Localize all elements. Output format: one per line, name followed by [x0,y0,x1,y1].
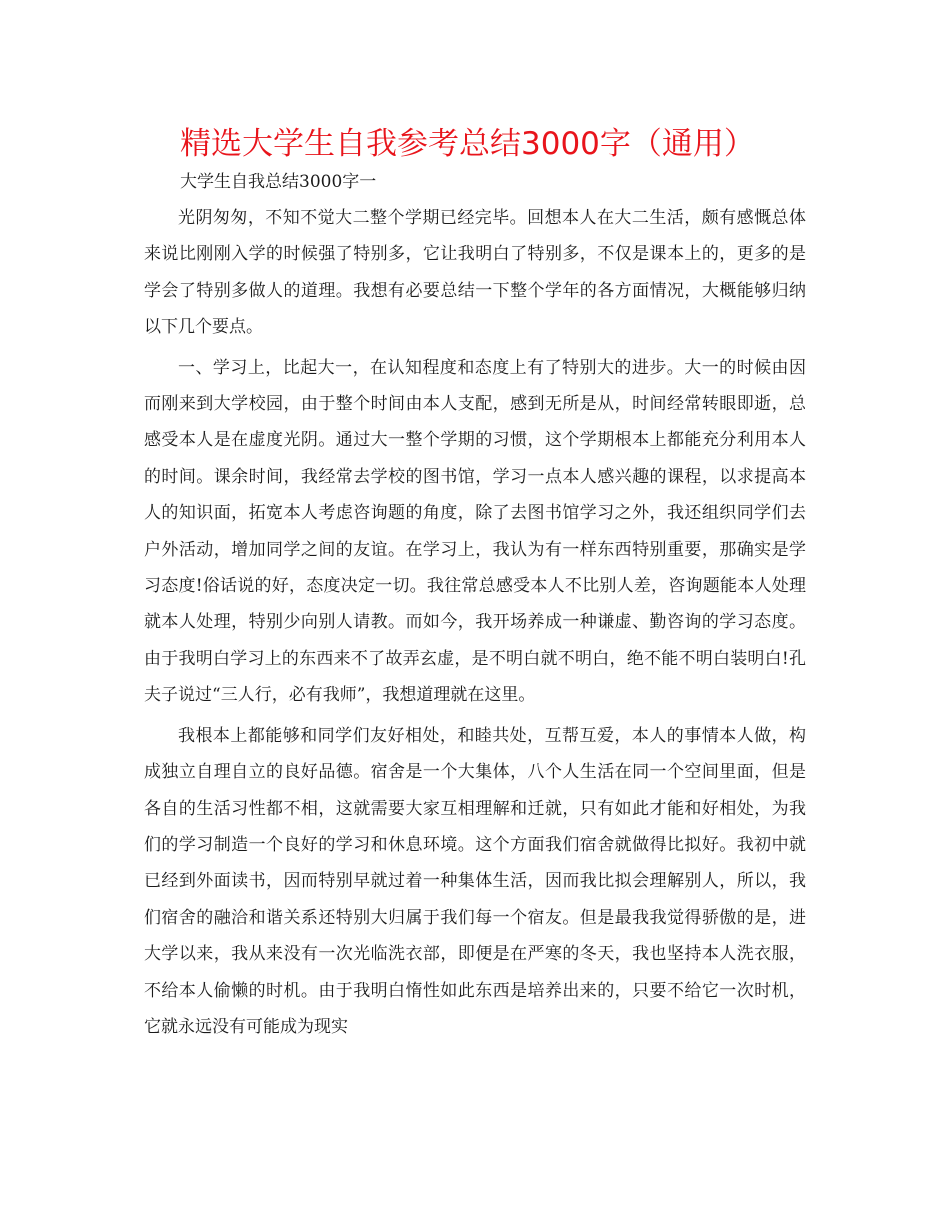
document-title: 精选大学生自我参考总结3000字（通用） [180,126,755,162]
body-paragraph: 我根本上都能够和同学们友好相处，和睦共处，互帮互爱，本人的事情本人做，构成独立自理自立的良好品德。宿舍是一个大集体，八个人生活在同一个空间里面，但是各自的生活习性都不相，这就需要大家互相理解和迁就，只有如此才能和好相处，为我们的学习制造一个良好的学习和休息环境。这个方面我们宿舍就做得比拟好。我初中就已经到外面读书，因而特别早就过着一种集体生活，因而我比拟会理解别人，所以，我们宿舍的融洽和谐关系还特别大归属于我们每一个宿友。但是最我我觉得骄傲的是，进大学以来，我从来没有一次光临洗衣部，即便是在严寒的冬天，我也坚持本人洗衣服，不给本人偷懒的时机。由于我明白惰性如此东西是培养出来的，只要不给它一次时机，它就永远没有可能成为现实 [144,725,806,1037]
body-paragraph: 一、学习上，比起大一，在认知程度和态度上有了特别大的进步。大一的时候由因而刚来到大学校园，由于整个时间由本人支配，感到无所是从，时间经常转眼即逝，总感受本人是在虚度光阴。通过大一整个学期的习惯，这个学期根本上都能充分利用本人的时间。课余时间，我经常去学校的图书馆，学习一点本人感兴趣的课程，以求提高本人的知识面，拓宽本人考虑咨询题的角度，除了去图书馆学习之外，我还组织同学们去户外活动，增加同学之间的友谊。在学习上，我认为有一样东西特别重要，那确实是学习态度!俗话说的好，态度决定一切。我往常总感受本人不比别人差，咨询题能本人处理就本人处理，特别少向别人请教。而如今，我开场养成一种谦虚、勤咨询的学习态度。由于我明白学习上的东西来不了故弄玄虚，是不明白就不明白，绝不能不明白装明白!孔夫子说过“三人行，必有我师”，我想道理就在这里。 [144,357,806,706]
body-paragraph: 光阴匆匆，不知不觉大二整个学期已经完毕。回想本人在大二生活，颇有感慨总体来说比刚刚入学的时候强了特别多，它让我明白了特别多，不仅是课本上的，更多的是学会了特别多做人的道理。我想有必要总结一下整个学年的各方面情况，大概能够归纳以下几个要点。 [144,208,806,338]
document-subtitle: 大学生自我总结3000字一 [180,172,377,192]
document-body [144,200,806,1049]
